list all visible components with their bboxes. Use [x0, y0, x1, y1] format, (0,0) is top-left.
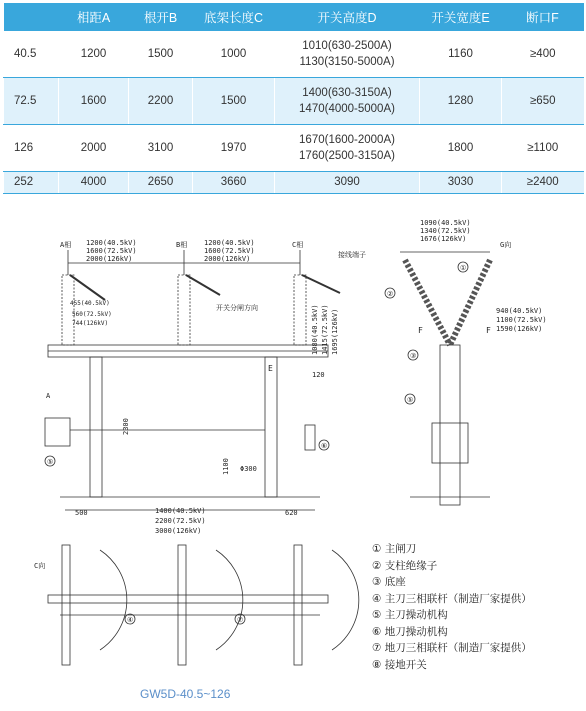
table-cell: 1200 — [59, 31, 129, 77]
legend-item: ④ 主刀三相联杆（制造厂家提供） — [372, 592, 532, 605]
dim-ab-1: 1200(40.5kV) — [86, 239, 137, 247]
table-row — [4, 31, 584, 77]
legend-item: ⑥ 地刀操动机构 — [372, 625, 448, 638]
dim-bc-3: 2000(126kV) — [204, 255, 251, 263]
table-cell: ≥400 — [502, 31, 584, 77]
table-cell: 1280 — [420, 77, 502, 124]
svg-text:①: ① — [460, 264, 467, 272]
table-cell: ≥2400 — [502, 171, 584, 193]
front-view — [45, 239, 340, 535]
height-line-1: 1670(1600-2000A) — [299, 133, 395, 146]
dim-120: 120 — [312, 371, 325, 379]
height-line-2: 1470(4000-5000A) — [299, 102, 395, 115]
dim-620: 620 — [285, 509, 298, 517]
table-row — [4, 171, 584, 193]
marker-a-label: A — [46, 392, 51, 400]
base-dim-2: 2200(72.5kV) — [155, 517, 206, 525]
height-line-2: 1130(3150-5000A) — [299, 55, 395, 68]
header-cell: 根开B — [129, 3, 193, 31]
header-cell: 相距A — [59, 3, 129, 31]
legend-item: ⑤ 主刀操动机构 — [372, 609, 448, 621]
marker-f-right: F — [486, 326, 491, 335]
phi-300: Φ300 — [240, 465, 257, 473]
phase-c-label: C相 — [292, 241, 304, 249]
phase-a-label: A相 — [60, 241, 72, 249]
table-cell: ≥1100 — [502, 124, 584, 171]
vert-dim-3: 1695(126kV) — [331, 308, 339, 355]
table-cell: 3660 — [193, 171, 275, 193]
table-cell: ≥650 — [502, 77, 584, 124]
side-right-2: 1100(72.5kV) — [496, 316, 547, 324]
table-cell: 3090 — [275, 171, 420, 193]
legend-item: ② 支柱绝缘子 — [372, 559, 438, 572]
table-cell: 1000 — [193, 31, 275, 77]
dim-bc-2: 1600(72.5kV) — [204, 247, 255, 255]
height-dim-1: 455(40.5kV) — [70, 300, 110, 307]
dim-1100: 1100 — [222, 458, 230, 475]
header-cell — [4, 3, 59, 31]
legend-item: ③ 底座 — [372, 576, 406, 588]
spec-table — [3, 3, 584, 194]
voltage-cell: 72.5 — [4, 77, 59, 124]
c-direction-label: C向 — [34, 562, 46, 570]
header-cell: 开关高度D — [275, 3, 420, 31]
table-cell: 1800 — [420, 124, 502, 171]
svg-text:⑥: ⑥ — [321, 442, 328, 450]
plan-view — [34, 545, 359, 665]
height-dim-2: 560(72.5kV) — [72, 311, 112, 318]
base-dim-3: 3000(126kV) — [155, 527, 202, 535]
table-cell: 2650 — [129, 171, 193, 193]
height-dim-3: 744(126kV) — [72, 320, 109, 327]
vert-dim-1: 1080(40.5kV) — [311, 304, 319, 355]
svg-text:②: ② — [387, 290, 394, 298]
header-cell: 断口F — [502, 3, 584, 31]
side-right-3: 1590(126kV) — [496, 325, 543, 333]
height-line-1: 1010(630-2500A) — [302, 39, 392, 52]
table-cell: 1500 — [129, 31, 193, 77]
legend-item: ⑦ 地刀三相联杆（制造厂家提供） — [372, 642, 532, 654]
legend-item: ⑧ 接地开关 — [372, 658, 427, 671]
side-top-2: 1340(72.5kV) — [420, 227, 471, 235]
table-cell: 1500 — [193, 77, 275, 124]
table-cell — [275, 124, 420, 171]
table-row — [4, 77, 584, 124]
dim-ab-2: 1600(72.5kV) — [86, 247, 137, 255]
voltage-cell: 252 — [4, 171, 59, 193]
header-cell: 底架长度C — [193, 3, 275, 31]
voltage-cell: 126 — [4, 124, 59, 171]
table-header-row — [4, 3, 584, 31]
dim-500: 500 — [75, 509, 88, 517]
table-cell: 3100 — [129, 124, 193, 171]
table-cell — [275, 31, 420, 77]
marker-e-label: E — [268, 364, 273, 373]
svg-text:⑦: ⑦ — [237, 616, 244, 624]
phase-b-label: B相 — [176, 241, 188, 249]
table-cell: 1970 — [193, 124, 275, 171]
legend — [372, 541, 532, 673]
dim-ab-3: 2000(126kV) — [86, 255, 133, 263]
side-top-1: 1090(40.5kV) — [420, 219, 471, 227]
open-direction-label: 开关分闸方向 — [216, 304, 258, 312]
side-view — [338, 219, 547, 505]
marker-f-left: F — [418, 326, 423, 335]
base-dim-1: 1400(40.5kV) — [155, 507, 206, 515]
dim-2300: 2300 — [122, 418, 130, 435]
svg-text:③: ③ — [410, 352, 417, 360]
terminal-label: 接线端子 — [338, 251, 366, 259]
model-caption: GW5D-40.5~126 — [140, 687, 231, 701]
vert-dim-2: 1415(72.5kV) — [321, 304, 329, 355]
svg-text:④: ④ — [127, 616, 134, 624]
dim-bc-1: 1200(40.5kV) — [204, 239, 255, 247]
voltage-cell: 40.5 — [4, 31, 59, 77]
header-cell: 开关宽度E — [420, 3, 502, 31]
table-cell: 3030 — [420, 171, 502, 193]
table-cell — [275, 77, 420, 124]
table-cell: 4000 — [59, 171, 129, 193]
table-row — [4, 124, 584, 171]
side-right-1: 940(40.5kV) — [496, 307, 543, 315]
height-line-1: 1400(630-3150A) — [302, 86, 392, 99]
table-cell: 1160 — [420, 31, 502, 77]
g-direction-label: G向 — [500, 241, 512, 249]
svg-text:⑤: ⑤ — [47, 458, 54, 466]
table-cell: 2200 — [129, 77, 193, 124]
svg-text:⑤: ⑤ — [407, 396, 414, 404]
table-cell: 2000 — [59, 124, 129, 171]
table-cell: 1600 — [59, 77, 129, 124]
height-line-2: 1760(2500-3150A) — [299, 149, 395, 162]
side-top-3: 1676(126kV) — [420, 235, 467, 243]
legend-item: ① 主闸刀 — [372, 543, 417, 555]
